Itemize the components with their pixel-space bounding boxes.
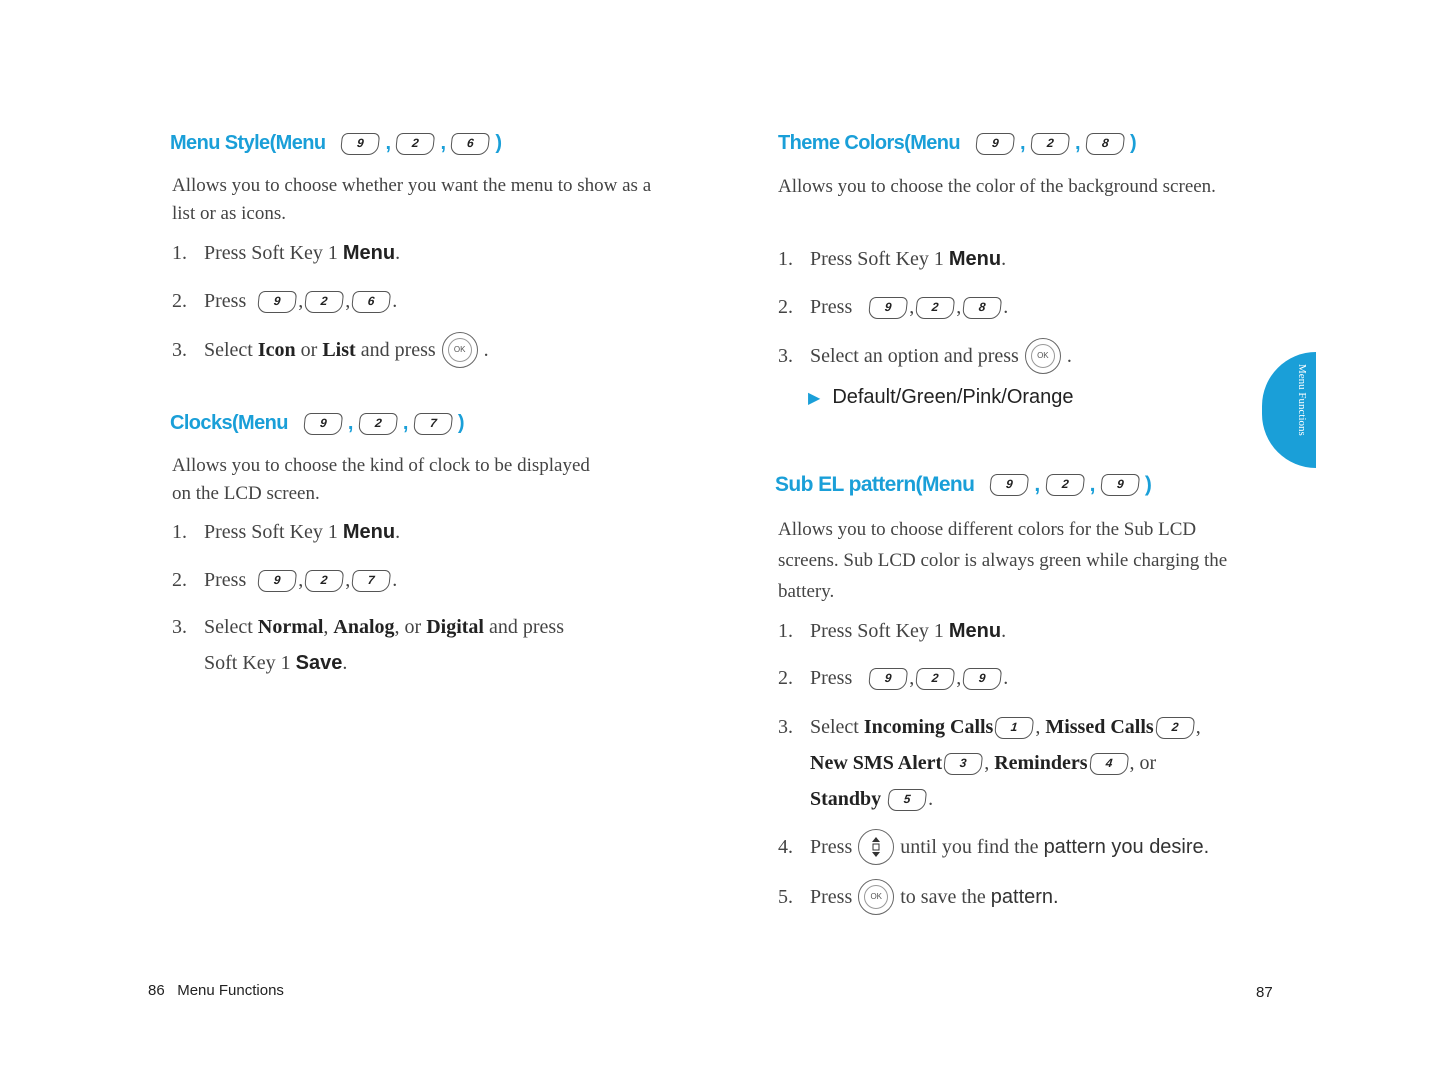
navigation-key-icon: [858, 829, 894, 865]
key-9-icon: 9: [868, 297, 908, 319]
key-2-icon: 2: [915, 297, 955, 319]
theme-colors-options: ▶ Default/Green/Pink/Orange: [808, 386, 1074, 408]
key-4-icon: 4: [1088, 753, 1128, 775]
bullet-arrow-icon: ▶: [808, 389, 821, 407]
sub-el-description: Allows you to choose different colors for the Sub LCD screens. Sub LCD color is always green while charging the battery.: [778, 519, 1228, 602]
sub-el-step-2: 2. Press 9 , 2 , 9 .: [778, 667, 1009, 689]
sub-el-step-5: 5. Press OK to save the pattern.: [778, 879, 1059, 915]
clocks-step-2: 2. Press 9 , 2 , 7 .: [172, 569, 398, 591]
key-8-icon: 8: [1085, 133, 1125, 155]
theme-colors-description: Allows you to choose the color of the background screen.: [778, 176, 1216, 197]
right-page-number: 87: [1256, 984, 1273, 1001]
theme-colors-key-sequence: 9 , 2 , 8 ): [974, 132, 1140, 155]
sub-el-step-3-line-2: New SMS Alert 3 , Reminders 4 , or: [810, 752, 1157, 774]
key-9-icon: 9: [303, 413, 343, 435]
menu-style-key-sequence: 9 , 2 , 6 ): [339, 132, 505, 155]
key-3-icon: 3: [943, 753, 983, 775]
footer-title: Menu Functions: [177, 982, 284, 999]
theme-colors-step-3: 3. Select an option and press OK .: [778, 338, 1072, 374]
key-1-icon: 1: [994, 717, 1034, 739]
key-6-icon: 6: [450, 133, 490, 155]
key-9-icon: 9: [340, 133, 380, 155]
clocks-step-1: 1. Press Soft Key 1 Menu .: [172, 521, 401, 543]
clocks-step-3: 3. Select Normal , Analog , or Digital and press: [172, 616, 564, 638]
key-9-icon: 9: [257, 291, 297, 313]
key-7-icon: 7: [351, 570, 391, 592]
sub-el-step-1: 1. Press Soft Key 1 Menu .: [778, 620, 1007, 642]
theme-colors-step-1: 1. Press Soft Key 1 Menu .: [778, 248, 1007, 270]
sub-el-step-3: 3. Select Incoming Calls 1 , Missed Calls 2 ,: [778, 716, 1201, 738]
sub-el-key-sequence: 9 , 2 , 9 ): [988, 473, 1155, 497]
menu-style-step-3: 3. Select Icon or List and press OK .: [172, 332, 489, 368]
ok-button-icon: OK: [1025, 338, 1061, 374]
key-2-icon: 2: [1155, 717, 1195, 739]
key-9-icon: 9: [989, 474, 1029, 496]
key-6-icon: 6: [351, 291, 391, 313]
key-9-icon: 9: [257, 570, 297, 592]
key-2-icon: 2: [358, 413, 398, 435]
clocks-step-3-line-2: Soft Key 1 Save .: [204, 652, 348, 674]
key-9-icon: 9: [962, 668, 1002, 690]
menu-style-heading: Menu Style(Menu 9 , 2 , 6 ): [170, 132, 505, 155]
page-number: 86: [148, 982, 165, 999]
key-2-icon: 2: [304, 570, 344, 592]
side-tab: Menu Functions: [1262, 352, 1316, 468]
ok-button-icon: OK: [442, 332, 478, 368]
sub-el-heading: Sub EL pattern(Menu 9 , 2 , 9 ): [775, 473, 1155, 497]
key-9-icon: 9: [975, 133, 1015, 155]
key-2-icon: 2: [1030, 133, 1070, 155]
ok-button-icon: OK: [858, 879, 894, 915]
clocks-heading: Clocks(Menu 9 , 2 , 7 ): [170, 412, 468, 435]
theme-colors-step-2: 2. Press 9 , 2 , 8 .: [778, 296, 1009, 318]
menu-style-step-1: 1. Press Soft Key 1 Menu .: [172, 242, 401, 264]
key-8-icon: 8: [962, 297, 1002, 319]
menu-style-description: Allows you to choose whether you want the menu to show as a list or as icons.: [172, 175, 652, 224]
key-7-icon: 7: [413, 413, 453, 435]
clocks-key-sequence: 9 , 2 , 7 ): [302, 412, 468, 435]
sub-el-step-3-line-3: Standby 5 .: [810, 788, 934, 810]
key-2-icon: 2: [395, 133, 435, 155]
key-9-icon: 9: [1100, 474, 1140, 496]
sub-el-step-4: 4. Press until you find the pattern you desire.: [778, 829, 1209, 865]
key-2-icon: 2: [1044, 474, 1084, 496]
left-footer: [148, 982, 284, 999]
key-9-icon: 9: [868, 668, 908, 690]
theme-colors-heading: Theme Colors(Menu 9 , 2 , 8 ): [778, 132, 1140, 155]
key-2-icon: 2: [915, 668, 955, 690]
clocks-description: Allows you to choose the kind of clock to be displayed on the LCD screen.: [172, 455, 590, 504]
menu-style-step-2: 2. Press 9 , 2 , 6 .: [172, 290, 398, 312]
key-5-icon: 5: [887, 789, 927, 811]
key-2-icon: 2: [304, 291, 344, 313]
